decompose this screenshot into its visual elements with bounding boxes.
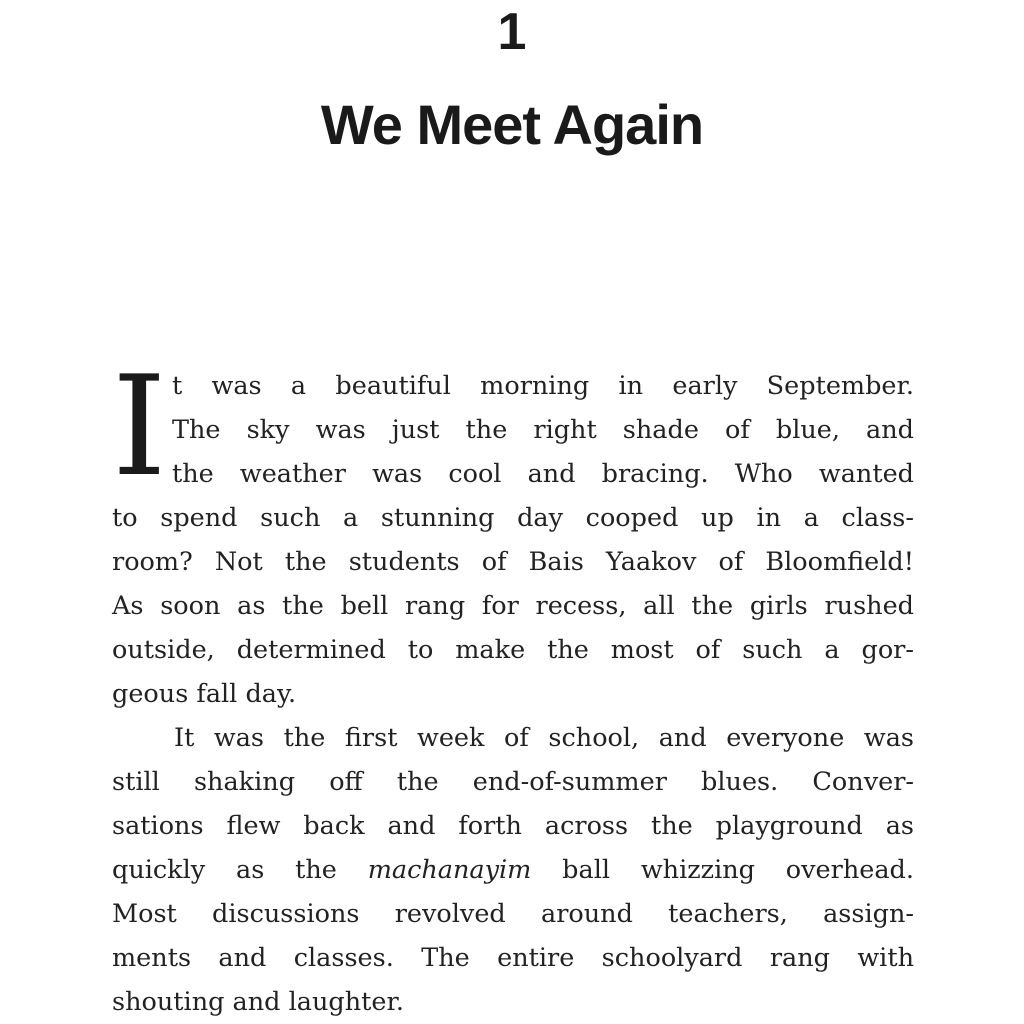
text-line: still shaking off the end-of-summer blues. Conver- [112, 767, 914, 797]
chapter-number: 1 [497, 3, 527, 61]
text-line: outside, determined to make the most of such a gor- [112, 635, 914, 665]
paragraph-2 [112, 716, 914, 1024]
text-line: shouting and laughter. [112, 987, 404, 1017]
text-line: t was a beautiful morning in early September. [172, 371, 914, 401]
text-segment: ball whizzing overhead. [531, 855, 914, 885]
chapter-title: We Meet Again [320, 93, 704, 156]
text-line: to spend such a stunning day cooped up in a class- [112, 503, 914, 533]
text-line: The sky was just the right shade of blue, and [172, 415, 914, 445]
text-line: It was the first week of school, and everyone was [174, 723, 914, 753]
text-line: the weather was cool and bracing. Who wanted [172, 459, 914, 489]
chapter-body [112, 346, 914, 1024]
text-line: geous fall day. [112, 679, 297, 709]
drop-cap: I [112, 346, 167, 507]
text-line: room? Not the students of Bais Yaakov of Bloomfield! [112, 547, 914, 577]
text-line: Most discussions revolved around teachers, assign- [112, 899, 914, 929]
text-line: ments and classes. The entire schoolyard rang with [112, 943, 914, 973]
text-line: sations flew back and forth across the playground as [112, 811, 914, 841]
paragraph-1 [112, 346, 914, 716]
text-segment: quickly as the [112, 855, 368, 885]
text-line: As soon as the bell rang for recess, all the girls rushed [112, 591, 914, 621]
text-line [112, 848, 914, 892]
italic-term: machanayim [367, 855, 532, 885]
